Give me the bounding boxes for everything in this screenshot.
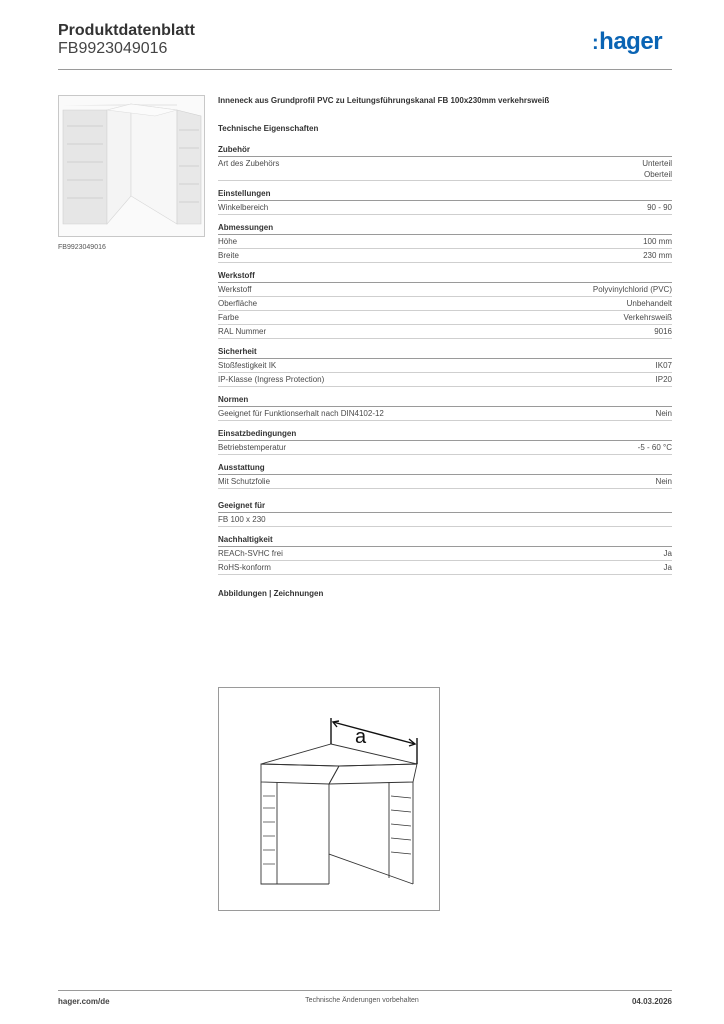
property-value-line: Ja xyxy=(663,563,672,572)
property-value-line: 90 - 90 xyxy=(647,203,672,212)
property-value-line: Nein xyxy=(655,477,672,486)
property-value xyxy=(656,360,672,371)
property-label: FB 100 x 230 xyxy=(218,515,266,524)
property-row xyxy=(218,283,672,297)
property-row xyxy=(218,359,672,373)
section-title: Einsatzbedingungen xyxy=(218,429,672,441)
logo-dots-icon: : xyxy=(592,32,599,54)
property-row xyxy=(218,201,672,215)
property-value-line: 100 mm xyxy=(643,237,672,246)
section-title: Sicherheit xyxy=(218,347,672,359)
property-value xyxy=(627,298,672,309)
property-value xyxy=(654,326,672,337)
technical-drawing xyxy=(218,687,440,911)
property-value-line: Ja xyxy=(663,549,672,558)
article-number: FB9923049016 xyxy=(58,40,168,57)
property-value xyxy=(664,562,672,573)
property-value xyxy=(647,202,672,213)
property-value xyxy=(656,374,672,385)
property-label: Betriebstemperatur xyxy=(218,443,287,452)
property-value xyxy=(638,442,672,453)
property-label: Geeignet für Funktionserhalt nach DIN4102-12 xyxy=(218,409,384,418)
property-section xyxy=(218,429,672,455)
property-label: Stoßfestigkeit IK xyxy=(218,361,277,370)
property-value xyxy=(642,158,672,180)
property-label: Art des Zubehörs xyxy=(218,159,280,168)
property-row xyxy=(218,297,672,311)
property-value xyxy=(624,312,672,323)
property-label: Oberfläche xyxy=(218,299,258,308)
property-label: Breite xyxy=(218,251,239,260)
section-title: Normen xyxy=(218,395,672,407)
property-row xyxy=(218,325,672,339)
logo-text: hager xyxy=(599,28,663,55)
property-section xyxy=(218,463,672,489)
property-value-line: Oberteil xyxy=(643,170,672,179)
property-label: REACh-SVHC frei xyxy=(218,549,283,558)
property-section xyxy=(218,145,672,181)
thumbnail-caption: FB9923049016 xyxy=(58,244,106,251)
property-value-line: 230 mm xyxy=(643,251,672,260)
property-value-line: Unbehandelt xyxy=(626,299,672,308)
property-value-line: Unterteil xyxy=(642,159,672,168)
property-value-line: 9016 xyxy=(654,327,672,336)
section-title: Abmessungen xyxy=(218,223,672,235)
section-title: Zubehör xyxy=(218,145,672,157)
property-value xyxy=(656,476,672,487)
footer-date: 04.03.2026 xyxy=(631,997,672,1006)
section-title: Ausstattung xyxy=(218,463,672,475)
property-row xyxy=(218,407,672,421)
property-row xyxy=(218,561,672,575)
product-thumbnail-image xyxy=(58,95,205,237)
property-value-line: Nein xyxy=(655,409,672,418)
property-label: Mit Schutzfolie xyxy=(218,477,271,486)
property-value-line: Polyvinylchlorid (PVC) xyxy=(592,285,672,294)
section-title: Geeignet für xyxy=(218,501,672,513)
property-section xyxy=(218,223,672,263)
hager-logo xyxy=(592,28,662,56)
property-section xyxy=(218,347,672,387)
footer-notice: Technische Änderungen vorbehalten xyxy=(305,997,419,1004)
property-label: RoHS-konform xyxy=(218,563,271,572)
property-label: Winkelbereich xyxy=(218,203,269,212)
tech-properties-heading: Technische Eigenschaften xyxy=(218,124,319,133)
property-value xyxy=(656,408,672,419)
property-label: IP-Klasse (Ingress Protection) xyxy=(218,375,325,384)
property-row xyxy=(218,373,672,387)
property-value-line: -5 - 60 °C xyxy=(637,443,672,452)
property-section xyxy=(218,189,672,215)
drawings-heading: Abbildungen | Zeichnungen xyxy=(218,589,324,598)
product-content xyxy=(218,95,672,598)
product-title: Inneneck aus Grundprofil PVC zu Leitungsführungskanal FB 100x230mm verkehrsweiß xyxy=(218,96,550,105)
property-row xyxy=(218,235,672,249)
property-value xyxy=(664,548,672,559)
property-row xyxy=(218,547,672,561)
property-section xyxy=(218,535,672,575)
property-section xyxy=(218,271,672,339)
property-row xyxy=(218,475,672,489)
property-row xyxy=(218,249,672,263)
property-value xyxy=(643,236,672,247)
property-row xyxy=(218,513,672,527)
property-row xyxy=(218,311,672,325)
properties-list xyxy=(218,145,672,575)
header-divider xyxy=(58,69,672,70)
dimension-label: a xyxy=(355,726,367,748)
property-value xyxy=(593,284,672,295)
property-label: RAL Nummer xyxy=(218,327,267,336)
page-title: Produktdatenblatt xyxy=(58,22,195,39)
property-value-line: IP20 xyxy=(655,375,672,384)
footer-divider xyxy=(58,990,672,991)
dimension-drawing-icon xyxy=(219,688,439,910)
property-row xyxy=(218,157,672,181)
property-value-line: Verkehrsweiß xyxy=(623,313,672,322)
property-section xyxy=(218,501,672,527)
property-value-line: IK07 xyxy=(655,361,672,370)
property-value xyxy=(643,250,672,261)
footer-website-link[interactable]: hager.com/de xyxy=(58,997,110,1006)
section-title: Einstellungen xyxy=(218,189,672,201)
property-label: Farbe xyxy=(218,313,239,322)
inner-corner-duct-icon xyxy=(59,96,204,236)
section-title: Werkstoff xyxy=(218,271,672,283)
property-label: Werkstoff xyxy=(218,285,252,294)
section-title: Nachhaltigkeit xyxy=(218,535,672,547)
property-row xyxy=(218,441,672,455)
property-label: Höhe xyxy=(218,237,238,246)
property-section xyxy=(218,395,672,421)
